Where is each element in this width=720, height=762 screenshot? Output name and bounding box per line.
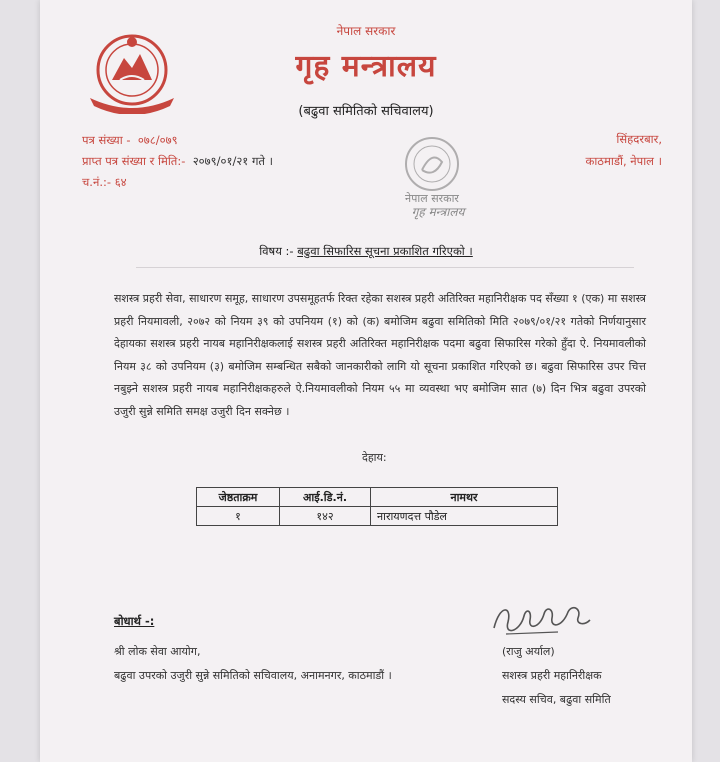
signatory-block bbox=[502, 640, 611, 712]
notice-body: सशस्त्र प्रहरी सेवा, साधारण समूह, साधारण उपसमूहतर्फ रिक्त रहेका सशस्त्र प्रहरी अतिरिक्त महानिरीक्षक पद सँख्या १ (एक) मा सशस्त्र प्रहरी नियमावली, २०७२ को नियम ३९ को उपनियम (१) को (क) बमोजिम बढुवा समितिको मिति २०७९/०१/२१ गतेको निर्णयानुसार देहायका सशस्त्र प्रहरी नायब महानिरीक्षकलाई सशस्त्र प्रहरी अतिरिक्त महानिरीक्षक पदमा बढुवा सिफारिस गरेको हुँदा ऐ. नियमावलीको नियम ३८ को उपनियम (३) बमोजिम सम्बन्धित सबैको जानकारीको लागि यो सूचना प्रकाशित गरिएको छ। बढुवा सिफारिस उपर चित्त नबुझ्ने सशस्त्र प्रहरी नायब महानिरीक्षकहरुले ऐ.नियमावलीको नियम ५५ मा व्यवस्था भए बमोजिम सात (७) दिन भित्र बढुवा उपरको उजुरी सुन्ने समिति समक्ष उजुरी दिन सक्नेछ । bbox=[114, 292, 647, 418]
bodharth-label: बोधार्थ -: bbox=[114, 614, 155, 628]
divider bbox=[136, 267, 634, 268]
subject-label: विषय :- bbox=[259, 244, 294, 258]
stamp-bottom-text: गृह मन्त्रालय bbox=[411, 205, 465, 219]
address-line-1: सिंहदरबार, bbox=[616, 132, 662, 146]
stamp-top-text: नेपाल सरकार bbox=[405, 192, 459, 205]
dispatch-label: च.नं.:- bbox=[82, 175, 112, 189]
signatory-title: सशस्त्र प्रहरी महानिरीक्षक bbox=[502, 669, 602, 682]
subject-line bbox=[40, 244, 692, 259]
reference-block bbox=[82, 130, 273, 193]
recipient-1: श्री लोक सेवा आयोग, bbox=[114, 645, 201, 658]
header-seniority: जेष्ठताक्रम bbox=[197, 488, 280, 507]
signatory-role: सदस्य सचिव, बढुवा समिति bbox=[502, 693, 611, 706]
letter-no-label: पत्र संख्या - bbox=[82, 133, 131, 147]
table-row bbox=[197, 507, 558, 526]
recipient-2: बढुवा उपरको उजुरी सुन्ने समितिको सचिवालय, अनामनगर, काठमाडौं । bbox=[114, 669, 392, 682]
dispatch-value: ६४ bbox=[114, 175, 127, 189]
recipient-list bbox=[114, 640, 392, 688]
subject-text: बढुवा सिफारिस सूचना प्रकाशित गरिएको । bbox=[297, 244, 473, 258]
cell-name: नारायणदत्त पौडेल bbox=[371, 507, 558, 526]
ministry-title: गृह मन्त्रालय bbox=[295, 49, 437, 84]
recommendation-table bbox=[196, 487, 558, 526]
header-name: नामथर bbox=[371, 488, 558, 507]
cell-seniority: १ bbox=[197, 507, 280, 526]
header-id-no: आई.डि.नं. bbox=[280, 488, 371, 507]
received-label: प्राप्त पत्र संख्या र मिति:- bbox=[82, 154, 186, 168]
dehay-label: देहाय: bbox=[362, 451, 387, 464]
handwritten-signature bbox=[486, 598, 594, 642]
address-line-2: काठमाडौं, नेपाल । bbox=[585, 154, 662, 168]
received-value: २०७९/०१/२१ गते । bbox=[192, 154, 273, 168]
cell-id-no: १४२ bbox=[280, 507, 371, 526]
signatory-name: (राजु अर्याल) bbox=[502, 645, 555, 658]
letter-no-value: ०७८/०७९ bbox=[137, 133, 178, 147]
ministry-stamp bbox=[382, 128, 484, 222]
table-header-row bbox=[197, 488, 558, 507]
government-name: नेपाल सरकार bbox=[336, 24, 396, 38]
office-address bbox=[586, 128, 663, 172]
secretariat-subtitle: (बढुवा समितिको सचिवालय) bbox=[298, 104, 434, 119]
letter-page bbox=[40, 0, 692, 762]
